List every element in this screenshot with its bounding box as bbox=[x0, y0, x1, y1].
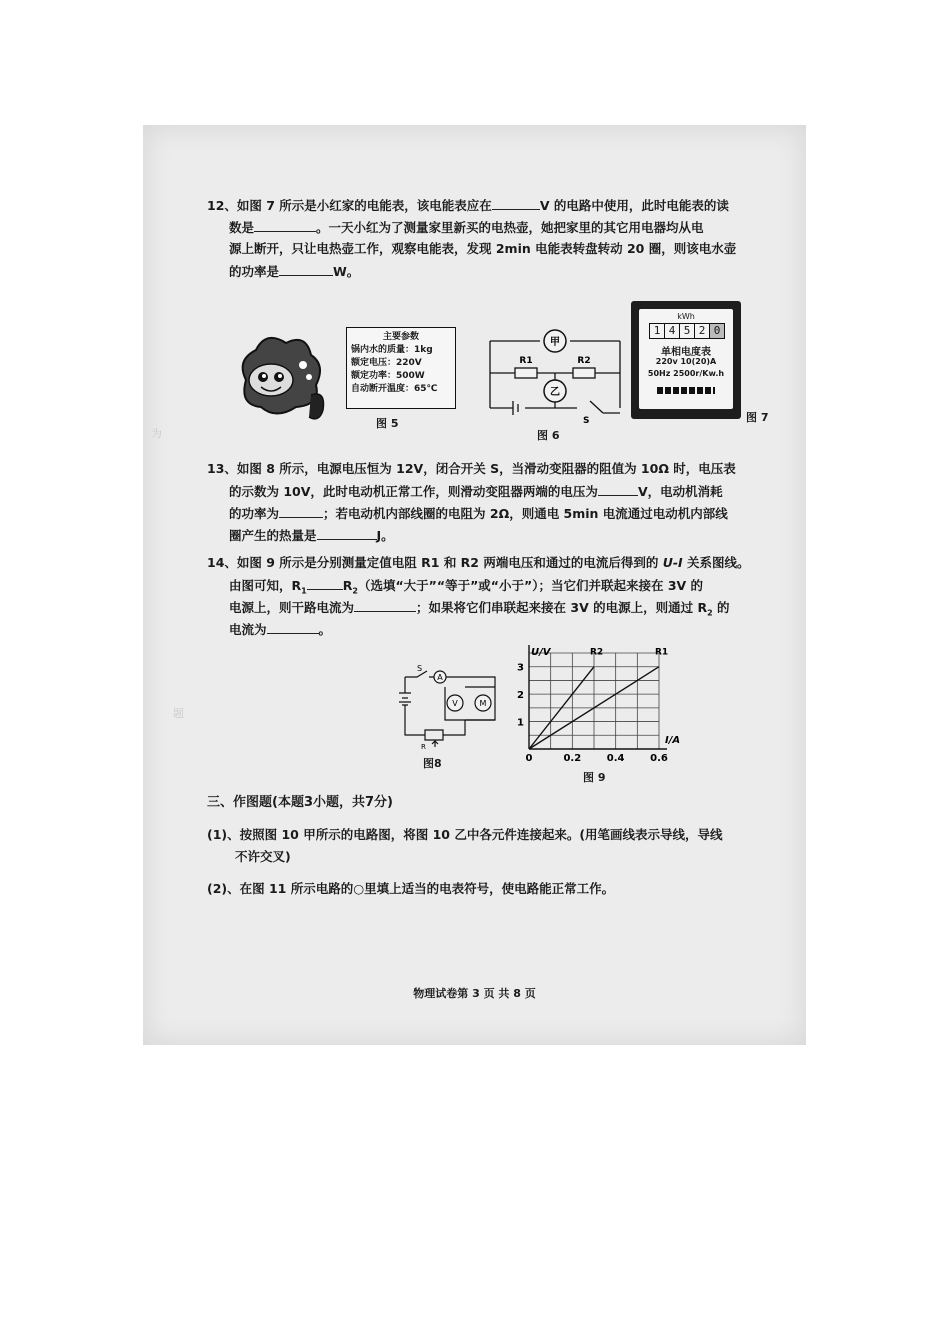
rheostat-label: R bbox=[421, 743, 426, 751]
section-3 bbox=[207, 793, 787, 913]
answer-blank[interactable] bbox=[307, 575, 343, 590]
y-axis-label: U/V bbox=[531, 647, 551, 658]
motor-label: M bbox=[479, 699, 487, 708]
q14-text: ；如果将它们串联起来接在 3V 的电源上，则通过 R bbox=[416, 600, 708, 615]
q14-text: 14、如图 9 所示是分别测量定值电阻 R1 和 R2 两端电压和通过的电流后得到的 bbox=[207, 555, 663, 570]
figure-8 bbox=[395, 665, 505, 773]
q14-text: 电源上，则干路电流为 bbox=[229, 600, 355, 615]
meter-unit: kWh bbox=[677, 312, 695, 321]
figure-8-label: 图8 bbox=[423, 757, 442, 770]
q12-text: 12、如图 7 所示是小红家的电能表，该电能表应在 bbox=[207, 198, 492, 213]
figure-5 bbox=[231, 315, 461, 430]
q13-text: J。 bbox=[376, 528, 394, 543]
q12-text: 的功率是 bbox=[229, 264, 280, 279]
q14-text: R bbox=[342, 578, 353, 593]
circuit-diagram-6 bbox=[485, 323, 625, 428]
answer-blank[interactable] bbox=[279, 503, 323, 518]
parameters-title: 主要参数 bbox=[382, 332, 419, 342]
meter-digit: 2 bbox=[695, 324, 710, 338]
meter-jia-label: 甲 bbox=[550, 337, 560, 348]
y-tick-label: 1 bbox=[517, 717, 524, 729]
sec3-item-1-text: 不许交叉) bbox=[235, 849, 291, 864]
bleed-through: 为 bbox=[151, 427, 162, 440]
switch-label: S bbox=[583, 416, 590, 426]
parameter-row: 锅内水的质量：1kg bbox=[351, 345, 433, 355]
q13-text: 的功率为 bbox=[229, 506, 280, 521]
meter-spec-revolutions: 50Hz 2500r/Kw.h bbox=[647, 369, 725, 378]
y-tick-label: 2 bbox=[517, 690, 524, 702]
parameter-row: 额定功率：500W bbox=[351, 371, 425, 381]
q14-text: （选填“大于”“等于”或“小于”）；当它们并联起来接在 3V 的 bbox=[357, 578, 704, 593]
sec3-item-1-text: (1)、按照图 10 甲所示的电路图，将图 10 乙中各元件连接起来。(用笔画线表示导线，导线 bbox=[207, 827, 723, 842]
meter-terminals bbox=[657, 387, 715, 394]
x-axis-label: I/A bbox=[665, 735, 681, 746]
meter-digit: 5 bbox=[680, 324, 695, 338]
r1-label: R1 bbox=[519, 356, 533, 366]
scanned-exam-page bbox=[143, 125, 806, 1045]
q12-text: 。一天小红为了测量家里新买的电热壶，她把家里的其它用电器均从电 bbox=[316, 220, 704, 235]
figure-6 bbox=[485, 323, 625, 441]
ammeter-label: A bbox=[437, 673, 443, 682]
figure-6-label: 图 6 bbox=[537, 429, 560, 442]
figure-7 bbox=[631, 301, 779, 441]
subscript: 1 bbox=[301, 586, 307, 596]
q13-text: ；若电动机内部线圈的电阻为 2Ω，则通电 5min 电流通过电动机内部线 bbox=[323, 506, 728, 521]
voltmeter-label: V bbox=[452, 699, 458, 708]
chart-axes bbox=[529, 645, 667, 749]
answer-blank[interactable] bbox=[598, 481, 638, 496]
q14-text: U-I bbox=[662, 555, 683, 570]
meter-spec-rating: 220v 10(20)A bbox=[655, 357, 717, 366]
meter-digit: 4 bbox=[665, 324, 680, 338]
circuit-diagram-8 bbox=[395, 665, 505, 753]
ui-chart bbox=[511, 645, 681, 769]
q14-text: 关系图线。 bbox=[682, 555, 750, 570]
question-12 bbox=[207, 195, 787, 285]
parameter-row: 自动断开温度：65℃ bbox=[351, 384, 438, 394]
q13-text: 13、如图 8 所示，电源电压恒为 12V，闭合开关 S，当滑动变阻器的阻值为 10Ω 时，电压表 bbox=[207, 461, 736, 476]
meter-casing bbox=[631, 301, 741, 419]
resistor-r1 bbox=[515, 368, 537, 378]
figure-7-label: 图 7 bbox=[746, 411, 769, 424]
q12-text: V 的电路中使用，此时电能表的读 bbox=[539, 198, 729, 213]
answer-blank[interactable] bbox=[317, 525, 377, 540]
answer-blank[interactable] bbox=[492, 195, 540, 210]
x-tick-label: 0.4 bbox=[606, 753, 625, 764]
answer-blank[interactable] bbox=[254, 217, 316, 232]
x-tick-label: 0 bbox=[525, 753, 533, 764]
figure-5-label: 图 5 bbox=[376, 417, 399, 430]
sec3-item-2-text: (2)、在图 11 所示电路的○里填上适当的电表符号，使电路能正常工作。 bbox=[207, 881, 615, 896]
question-13 bbox=[207, 459, 787, 549]
page-footer: 物理试卷第 3 页 共 8 页 bbox=[413, 987, 536, 1000]
answer-blank[interactable] bbox=[354, 597, 416, 612]
electric-kettle-image bbox=[231, 325, 331, 425]
x-tick-label: 0.6 bbox=[650, 753, 668, 764]
question-14 bbox=[207, 553, 787, 643]
resistor-r2 bbox=[573, 368, 595, 378]
meter-readout bbox=[649, 323, 725, 339]
answer-blank[interactable] bbox=[279, 261, 333, 276]
figure-9-label: 图 9 bbox=[583, 771, 606, 784]
q14-text: 电流为 bbox=[229, 622, 267, 637]
series-label-r1: R1 bbox=[655, 647, 669, 658]
r2-label: R2 bbox=[577, 356, 591, 366]
q12-text: W。 bbox=[333, 264, 360, 279]
series-label-r2: R2 bbox=[590, 647, 604, 658]
section-3-title: 三、作图题(本题3小题，共7分) bbox=[207, 795, 393, 810]
subscript: 2 bbox=[352, 586, 358, 596]
q14-text: 由图可知，R bbox=[229, 578, 302, 593]
q13-text: 圈产生的热量是 bbox=[229, 528, 317, 543]
meter-digit: 1 bbox=[650, 324, 665, 338]
q13-text: 的示数为 10V，此时电动机正常工作，则滑动变阻器两端的电压为 bbox=[229, 484, 598, 499]
q14-text: 。 bbox=[318, 622, 332, 637]
q14-text: 的 bbox=[712, 600, 730, 615]
meter-digit-decimal: 0 bbox=[710, 324, 724, 338]
meter-name: 单相电度表 bbox=[661, 347, 711, 358]
y-tick-label: 3 bbox=[517, 662, 524, 674]
answer-blank[interactable] bbox=[267, 619, 319, 634]
meter-face bbox=[639, 309, 733, 409]
x-tick-label: 0.2 bbox=[563, 753, 582, 764]
q13-text: V，电动机消耗 bbox=[637, 484, 723, 499]
subscript: 2 bbox=[707, 608, 713, 618]
parameter-row: 额定电压：220V bbox=[351, 358, 422, 368]
meter-yi-label: 乙 bbox=[550, 387, 560, 398]
switch-label: S bbox=[417, 664, 423, 673]
q12-text: 数是 bbox=[229, 220, 255, 235]
figure-9 bbox=[511, 645, 681, 785]
parameters-box bbox=[346, 327, 456, 409]
bleed-through: 题 bbox=[173, 707, 184, 720]
q12-text: 源上断开，只让电热壶工作，观察电能表，发现 2min 电能表转盘转动 20 圈，则该电水壶 bbox=[229, 241, 737, 256]
